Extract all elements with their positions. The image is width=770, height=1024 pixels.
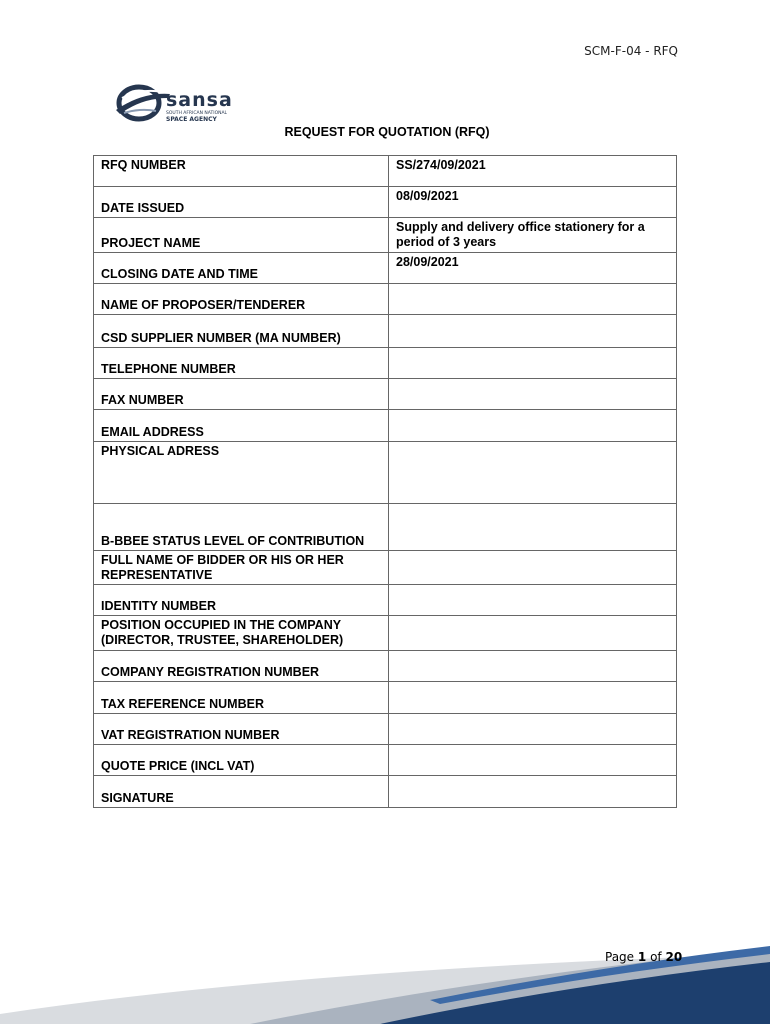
table-row [94, 714, 677, 745]
field-value[interactable]: SS/274/09/2021 [389, 156, 677, 187]
footer-swoosh-graphic [0, 914, 770, 1024]
field-label: SIGNATURE [94, 776, 389, 808]
field-label: FULL NAME OF BIDDER OR HIS OR HER REPRESENTATIVE [94, 551, 389, 585]
rfq-form-table [93, 155, 677, 808]
field-label: VAT REGISTRATION NUMBER [94, 714, 389, 745]
table-row [94, 551, 677, 585]
table-row [94, 585, 677, 616]
logo-wordmark: sansa [166, 89, 233, 111]
field-value[interactable] [389, 379, 677, 410]
table-row [94, 379, 677, 410]
field-label: DATE ISSUED [94, 187, 389, 218]
table-row [94, 284, 677, 315]
field-label: PROJECT NAME [94, 218, 389, 253]
field-value[interactable] [389, 442, 677, 504]
document-code: SCM-F-04 - RFQ [584, 44, 678, 58]
table-row [94, 682, 677, 714]
field-label: QUOTE PRICE (INCL VAT) [94, 745, 389, 776]
field-label: PHYSICAL ADRESS [94, 442, 389, 504]
table-row [94, 156, 677, 187]
field-value[interactable] [389, 504, 677, 551]
field-label: EMAIL ADDRESS [94, 410, 389, 442]
field-label: IDENTITY NUMBER [94, 585, 389, 616]
field-value[interactable] [389, 551, 677, 585]
field-label: B-BBEE STATUS LEVEL OF CONTRIBUTION [94, 504, 389, 551]
field-label: NAME OF PROPOSER/TENDERER [94, 284, 389, 315]
sansa-logo [112, 80, 262, 130]
table-row [94, 187, 677, 218]
field-label: FAX NUMBER [94, 379, 389, 410]
field-label: CSD SUPPLIER NUMBER (MA NUMBER) [94, 315, 389, 348]
table-row [94, 745, 677, 776]
field-value[interactable] [389, 616, 677, 651]
logo-subtitle-1: SOUTH AFRICAN NATIONAL [166, 111, 228, 116]
field-value[interactable]: Supply and delivery office stationery for a period of 3 years [389, 218, 677, 253]
field-value[interactable] [389, 745, 677, 776]
sansa-globe-icon [112, 80, 172, 130]
table-row [94, 315, 677, 348]
field-value[interactable]: 08/09/2021 [389, 187, 677, 218]
field-value[interactable] [389, 651, 677, 682]
field-value[interactable] [389, 348, 677, 379]
field-label: RFQ NUMBER [94, 156, 389, 187]
field-value[interactable] [389, 315, 677, 348]
field-label: POSITION OCCUPIED IN THE COMPANY (DIRECTOR, TRUSTEE, SHAREHOLDER) [94, 616, 389, 651]
table-row [94, 504, 677, 551]
field-value[interactable] [389, 714, 677, 745]
field-label: TELEPHONE NUMBER [94, 348, 389, 379]
field-label: TAX REFERENCE NUMBER [94, 682, 389, 714]
table-row [94, 442, 677, 504]
field-value[interactable] [389, 410, 677, 442]
table-row [94, 616, 677, 651]
field-label: CLOSING DATE AND TIME [94, 253, 389, 284]
field-value[interactable] [389, 585, 677, 616]
page-of: of [650, 950, 662, 964]
table-row [94, 776, 677, 808]
logo-subtitle-2: SPACE AGENCY [166, 116, 217, 123]
table-row [94, 218, 677, 253]
page-total: 20 [665, 950, 683, 964]
page-word: Page [605, 950, 635, 964]
field-value[interactable] [389, 682, 677, 714]
table-row [94, 410, 677, 442]
table-row [94, 348, 677, 379]
field-value[interactable]: 28/09/2021 [389, 253, 677, 284]
page-current: 1 [637, 950, 647, 964]
table-row [94, 253, 677, 284]
field-label: COMPANY REGISTRATION NUMBER [94, 651, 389, 682]
field-value[interactable] [389, 284, 677, 315]
page-title: REQUEST FOR QUOTATION (RFQ) [284, 125, 490, 139]
page-number [605, 950, 682, 964]
table-row [94, 651, 677, 682]
field-value[interactable] [389, 776, 677, 808]
